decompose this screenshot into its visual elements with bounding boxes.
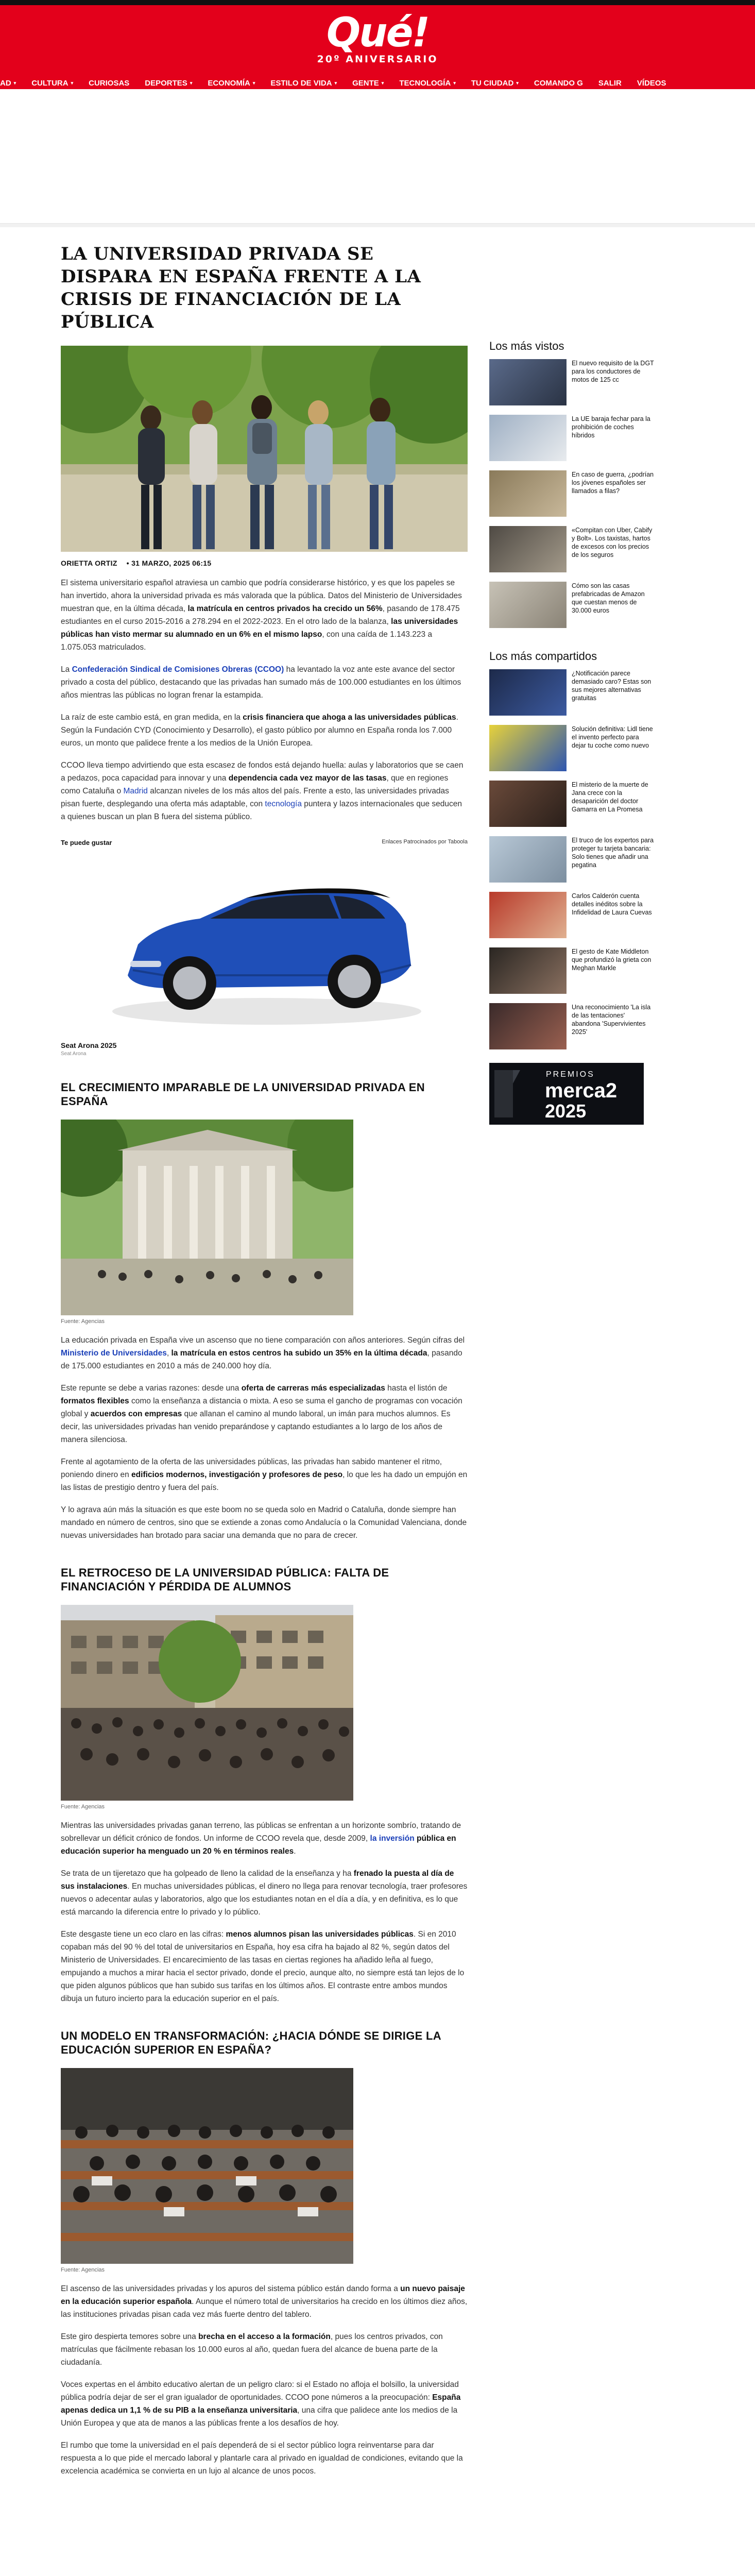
most-shared-item[interactable]: [489, 669, 654, 719]
merca2-awards-badge[interactable]: [489, 1063, 644, 1125]
article-meta: [61, 559, 468, 567]
chevron-down-icon: ▾: [334, 80, 337, 86]
text-bold: formatos flexibles: [61, 1397, 129, 1405]
headline-link[interactable]: En caso de guerra, ¿podrían los jóvenes españoles ser llamados a filas?: [572, 471, 654, 495]
ministerio-link[interactable]: Ministerio de Universidades: [61, 1349, 167, 1358]
site-logo[interactable]: [0, 11, 755, 65]
author-name[interactable]: ORIETTA ORTIZ: [61, 559, 117, 567]
headline-link[interactable]: El nuevo requisito de la DGT para los conductores de motos de 125 cc: [572, 360, 654, 383]
text: Este desgaste tiene un eco claro en las cifras:: [61, 1930, 226, 1939]
nav-item-label: SALIR: [598, 79, 622, 88]
most-shared-item[interactable]: [489, 1003, 654, 1053]
section-2-paragraph-1: [61, 1819, 468, 1858]
section-3-paragraph-4: [61, 2439, 468, 2478]
most-shared-item[interactable]: [489, 947, 654, 997]
car-ad-image[interactable]: [61, 846, 468, 1037]
nav-item[interactable]: [89, 79, 129, 88]
madrid-link[interactable]: Madrid: [123, 787, 148, 795]
most-shared-item[interactable]: [489, 892, 654, 941]
section-2-paragraph-2: [61, 1867, 468, 1919]
text: La raíz de este cambio está, en gran medida, en la: [61, 713, 243, 722]
most-viewed-item[interactable]: [489, 415, 654, 464]
headline-link[interactable]: «Compitan con Uber, Cabify y Bolt». Los taxistas, hartos de excesos con los precios de los seguros: [572, 527, 653, 558]
text: La educación privada en España vive un ascenso que no tiene comparación con años anteriores. Según cifras del: [61, 1336, 465, 1345]
text: La: [61, 665, 72, 674]
nav-item[interactable]: [208, 79, 255, 88]
thumbnail[interactable]: [489, 725, 567, 771]
most-viewed-item[interactable]: [489, 359, 654, 409]
text: , que en regiones como Cataluña o: [61, 774, 449, 795]
text: ,: [166, 1349, 171, 1358]
text: El rumbo que tome la universidad en el país dependerá de si el sector público logra reinventarse para dar respuesta a lo que pide el mercado laboral y plantarle cara al privado en igualdad de condiciones, evitando que la excelencia académica se convierta en un lujo al alcance de unos pocos.: [61, 2441, 463, 2476]
badge-brand: merca2: [545, 1079, 617, 1102]
text-bold: edificios modernos, investigación y profesores de peso: [131, 1470, 343, 1479]
headline-link[interactable]: El misterio de la muerte de Jana crece con la desaparición del doctor Gamarra en La Promesa: [572, 781, 648, 813]
section-2-heading: EL RETROCESO DE LA UNIVERSIDAD PÚBLICA: FALTA DE FINANCIACIÓN Y PÉRDIDA DE ALUMNOS: [61, 1566, 389, 1593]
section-1-heading: EL CRECIMIENTO IMPARABLE DE LA UNIVERSIDAD PRIVADA EN ESPAÑA: [61, 1081, 425, 1108]
headline-link[interactable]: Carlos Calderón cuenta detalles inéditos sobre la Infidelidad de Laura Cuevas: [572, 892, 652, 916]
tecnologia-link[interactable]: tecnología: [265, 800, 302, 808]
most-shared-item[interactable]: [489, 725, 654, 774]
chevron-down-icon: ▾: [71, 80, 74, 86]
text-bold: oferta de carreras más especializadas: [241, 1384, 385, 1393]
section-1-image: [61, 1120, 353, 1315]
text: , pasando de 178.475 estudiantes en el curso 2015-2016 a 278.294 en el 2022-2023. En el otro lado de la balanza,: [61, 604, 460, 626]
clock-icon: •: [126, 559, 129, 567]
students-walking-illustration: [61, 346, 468, 552]
main-nav: [0, 77, 755, 89]
blue-suv-illustration: [61, 846, 468, 1037]
logo-word: Qué!: [326, 10, 429, 56]
text-bold: pública en educación superior ha menguado un 20 % en términos reales: [61, 1834, 456, 1856]
section-3-paragraph-3: [61, 2378, 468, 2430]
paragraph-1: [61, 577, 468, 654]
top-black-bar: [0, 0, 755, 5]
campus-crowd-illustration: [61, 1605, 353, 1801]
thumbnail[interactable]: [489, 892, 567, 938]
thumbnail[interactable]: [489, 1003, 567, 1049]
text: .: [294, 1847, 296, 1856]
text: Y lo agrava aún más la situación es que este boom no se queda solo en Madrid o Cataluña, donde siempre han mandado en número de centros, sino que se extiende a zonas como Andalucía o la Comunidad Valenciana, donde nuevas universidades han brotado para saciar una demanda que no para de crecer.: [61, 1505, 467, 1540]
nav-item[interactable]: [399, 79, 456, 88]
ad-divider: [0, 223, 755, 227]
university-building-illustration: [61, 1120, 353, 1315]
headline-link[interactable]: La UE baraja fechar para la prohibición de coches híbridos: [572, 415, 650, 439]
date-text: 31 MARZO, 2025 06:15: [131, 559, 212, 567]
text-bold: dependencia cada vez mayor de las tasas: [228, 774, 387, 783]
thumbnail[interactable]: [489, 836, 567, 883]
paragraph-4: [61, 759, 468, 823]
most-viewed-item[interactable]: [489, 582, 654, 631]
headline-link[interactable]: El gesto de Kate Middleton que profundizó la grieta con Meghan Markle: [572, 948, 651, 972]
text: Este giro despierta temores sobre una: [61, 2332, 199, 2341]
text-bold: acuerdos con empresas: [90, 1410, 182, 1418]
most-shared-item[interactable]: [489, 781, 654, 830]
text: alcanzan niveles de los más altos del país. Frente a esto, las universidades privadas pisan fuerte, desplegando una oferta más adaptable, con: [61, 787, 449, 808]
nav-item[interactable]: [598, 79, 622, 88]
text: , pasando de 175.000 estudiantes en 2010 a más de 240.000 hoy día.: [61, 1349, 462, 1370]
taboola-label[interactable]: Enlaces Patrocinados por Taboola: [382, 839, 468, 845]
chevron-down-icon: ▾: [13, 80, 16, 86]
most-shared-heading: Los más compartidos: [489, 650, 597, 663]
headline-link[interactable]: Solución definitiva: Lidl tiene el invento perfecto para dejar tu coche como nuevo: [572, 725, 653, 749]
nav-item[interactable]: [270, 79, 337, 88]
nav-item-label: ECONOMÍA: [208, 79, 250, 88]
text: . En muchas universidades públicas, el dinero no llega para renovar tecnología, traer profesores nuevos o adecentar aulas y laboratorios, algo que los estudiantes notan en el día a día, y en definitiva, es lo que está marcando la diferencia entre lo privado y lo público.: [61, 1882, 468, 1917]
headline-link[interactable]: ¿Notificación parece demasiado caro? Estas son sus mejores alternativas gratuitas: [572, 670, 651, 702]
section-1-caption: Fuente: Agencias: [61, 1318, 105, 1325]
promo-source[interactable]: Seat Arona: [61, 1051, 87, 1057]
nav-item[interactable]: [145, 79, 192, 88]
section-3-caption: Fuente: Agencias: [61, 2267, 105, 2273]
nav-item-label: AD: [0, 79, 11, 88]
text: , con una caída de 1.143.223 a 1.075.053 matriculados.: [61, 630, 433, 652]
chevron-down-icon: ▾: [453, 80, 456, 86]
section-2-paragraph-3: [61, 1928, 468, 2005]
nav-item-label: TU CIUDAD: [471, 79, 514, 88]
thumbnail[interactable]: [489, 415, 567, 461]
section-3-image: [61, 2068, 353, 2264]
inversion-link[interactable]: la inversión: [370, 1834, 415, 1843]
article-title: LA UNIVERSIDAD PRIVADA SE DISPARA EN ESPAÑA FRENTE A LA CRISIS DE FINANCIACIÓN DE LA PÚBLICA: [61, 244, 421, 332]
thumbnail[interactable]: [489, 947, 567, 994]
most-viewed-item[interactable]: [489, 526, 654, 575]
text: El ascenso de las universidades privadas y los apuros del sistema público están dando forma a: [61, 2284, 401, 2293]
section-3-paragraph-1: [61, 2282, 468, 2321]
nav-item-label: ESTILO DE VIDA: [270, 79, 332, 88]
publish-date: [127, 559, 212, 567]
text: Este repunte se debe a varias razones: desde una: [61, 1384, 242, 1393]
text: Mientras las universidades privadas ganan terreno, las públicas se enfrentan a un horizonte sombrío, tratando de sobrellevar un déficit crónico de fondos. Un informe de CCOO revela que, desde 2009,: [61, 1821, 461, 1843]
nav-item[interactable]: [637, 79, 666, 88]
thumbnail[interactable]: [489, 781, 567, 827]
text: . Si en 2010 copaban más del 90 % del total de universitarios en España, hoy esa cifra ha bajado al 82 %, según datos del Ministerio de Universidades. El encarecimiento de las tasas en ciertas regiones ha añadido leña al fuego, empujando a muchos a mirar hacia el sector privado, donde el precio, aunque alto, no siempre está tan lejos de lo que piden algunos públicos que han subido sus tarifas en los últimos años. El contraste entre ambos mundos dibuja un futuro incierto para la educación superior en el país.: [61, 1930, 465, 2003]
ad-space: [0, 89, 755, 223]
section-3-heading: UN MODELO EN TRANSFORMACIÓN: ¿HACIA DÓNDE SE DIRIGE LA EDUCACIÓN SUPERIOR EN ESPAÑA?: [61, 2029, 441, 2056]
article-column: [61, 243, 468, 2478]
site-header: [0, 5, 755, 89]
nav-item[interactable]: [534, 79, 583, 88]
text: . Según la Fundación CYD (Conocimiento y Desarrollo), el gasto público por alumno en España ronda los 7.000 euros, un monto que palidece frente a los medios de la Unión Europea.: [61, 713, 458, 748]
text: como la enseñanza a distancia o mixta. A eso se suma el gancho de programas con vocación global y: [61, 1397, 462, 1418]
nav-item-label: VÍDEOS: [637, 79, 666, 88]
sidebar: [489, 340, 654, 1125]
most-shared-list: [489, 669, 654, 1053]
chevron-down-icon: ▾: [252, 80, 255, 86]
most-viewed-heading: Los más vistos: [489, 340, 564, 352]
section-1-paragraph-4: [61, 1503, 468, 1542]
chevron-down-icon: ▾: [516, 80, 519, 86]
nav-item[interactable]: [0, 79, 16, 88]
lecture-hall-illustration: [61, 2068, 353, 2264]
section-1-paragraph-2: [61, 1382, 468, 1446]
text: , lo que les ha dado un empujón en las listas de prestigio dentro y fuera del país.: [61, 1470, 468, 1492]
nav-item[interactable]: [31, 79, 73, 88]
nav-item[interactable]: [352, 79, 384, 88]
section-2-image: [61, 1605, 353, 1801]
text: Voces expertas en el ámbito educativo alertan de un peligro claro: si el Estado no afloja el bolsillo, la universidad pública podría dejar de ser el gran igualador de oportunidades. CCOO pone números a la preocupación:: [61, 2380, 459, 2402]
nav-item-label: GENTE: [352, 79, 379, 88]
text-bold: brecha en el acceso a la formación: [198, 2332, 331, 2341]
text-bold: frenado la puesta al día de sus instalaciones: [61, 1869, 454, 1891]
text-bold: las universidades públicas han visto mermar su alumnado en un 6% en el mismo lapso: [61, 617, 458, 639]
section-1-paragraph-3: [61, 1455, 468, 1494]
text-bold: menos alumnos pisan las universidades públicas: [226, 1930, 414, 1939]
text: ha levantado la voz ante este avance del sector privado a costa del público, destacando que las privadas han sumado más de 100.000 estudiantes en los últimos años mientras las públicas no logran frenar la estampida.: [61, 665, 461, 700]
section-2-caption: Fuente: Agencias: [61, 1804, 105, 1810]
thumbnail[interactable]: [489, 669, 567, 716]
ccoo-link[interactable]: Confederación Sindical de Comisiones Obreras (CCOO): [72, 665, 284, 674]
most-viewed-list: [489, 359, 654, 631]
thumbnail[interactable]: [489, 582, 567, 628]
text: , pues los centros privados, con matrículas que fácilmente rebasan los 10.000 euros al año, quedan fuera del alcance de buena parte de la ciudadanía.: [61, 2332, 443, 2367]
headline-link[interactable]: El truco de los expertos para proteger tu tarjeta bancaria: Solo tienes que añadir una pegatina: [572, 837, 654, 869]
chevron-down-icon: ▾: [190, 80, 193, 86]
text-bold: un nuevo paisaje en la educación superior española: [61, 2284, 465, 2306]
hero-image: [61, 346, 468, 552]
most-shared-item[interactable]: [489, 836, 654, 886]
text-bold: España apenas dedica un 1,1 % de su PIB a la enseñanza universitaria: [61, 2393, 461, 2415]
text: El sistema universitario español atraviesa un cambio que podría considerarse histórico, y es que los papeles se han invertido, ahora la universidad privada es más valorada que la pública. Datos del Ministerio de Universidades muestran que, en la última década,: [61, 579, 462, 613]
logo-anniversary: 20º ANIVERSARIO: [317, 54, 438, 65]
section-1-paragraph-1: [61, 1334, 468, 1372]
thumbnail[interactable]: [489, 470, 567, 517]
sponsored-block: [61, 839, 468, 1057]
sponsored-header: [61, 839, 468, 846]
headline-link[interactable]: Cómo son las casas prefabricadas de Amazon que cuestan menos de 30.000 euros: [572, 582, 645, 614]
badge-top: PREMIOS: [546, 1070, 595, 1079]
text: puntera y lazos internacionales que seducen a quienes buscan un plan B fuera del sistema público.: [61, 800, 462, 821]
nav-item-label: CULTURA: [31, 79, 68, 88]
nav-item[interactable]: [471, 79, 519, 88]
nav-item-label: COMANDO G: [534, 79, 583, 88]
promo-title[interactable]: Seat Arona 2025: [61, 1041, 117, 1049]
text: . Aunque el número total de universitarios ha crecido en los últimos diez años, las instituciones privadas pisan cada vez más fuerte dentro del tablero.: [61, 2297, 468, 2319]
text: Frente al agotamiento de la oferta de las universidades públicas, las privadas han sabido mantener el ritmo, poniendo dinero en: [61, 1458, 442, 1479]
paragraph-2: [61, 663, 468, 702]
thumbnail[interactable]: [489, 526, 567, 572]
text-bold: la matrícula en estos centros ha subido un 35% en la última década: [171, 1349, 427, 1358]
text: hasta el listón de: [385, 1384, 448, 1393]
headline-link[interactable]: Una reconocimiento 'La isla de las tentaciones' abandona 'Supervivientes 2025': [572, 1004, 651, 1036]
badge-year: 2025: [545, 1100, 587, 1122]
thumbnail[interactable]: [489, 359, 567, 405]
nav-item-label: CURIOSAS: [89, 79, 130, 88]
content-wrapper: [0, 227, 755, 2576]
paragraph-3: [61, 711, 468, 750]
section-3-paragraph-2: [61, 2330, 468, 2369]
text: que allanan el camino al mundo laboral, un imán para muchos alumnos. Es decir, las universidades privadas han venido preparándose y captando estudiantes a lo largo de los años de manera silenciosa.: [61, 1410, 451, 1444]
text: , una cifra que palidece ante los medios de la Unión Europea y que ata de manos a las públicas frente a los desafíos de hoy.: [61, 2406, 458, 2428]
text-bold: la matrícula en centros privados ha crecido un 56%: [187, 604, 383, 613]
text: CCOO lleva tiempo advirtiendo que esta escasez de fondos está dejando huella: aulas y laboratorios que se caen a pedazos, poca capacidad para innovar y una: [61, 761, 464, 783]
chevron-down-icon: ▾: [381, 80, 384, 86]
text-bold: crisis financiera que ahoga a las universidades públicas: [243, 713, 456, 722]
text: Se trata de un tijeretazo que ha golpeado de lleno la calidad de la enseñanza y ha: [61, 1869, 354, 1878]
promo-label: Te puede gustar: [61, 839, 112, 846]
most-viewed-item[interactable]: [489, 470, 654, 520]
nav-item-label: TECNOLOGÍA: [399, 79, 451, 88]
nav-item-label: DEPORTES: [145, 79, 187, 88]
